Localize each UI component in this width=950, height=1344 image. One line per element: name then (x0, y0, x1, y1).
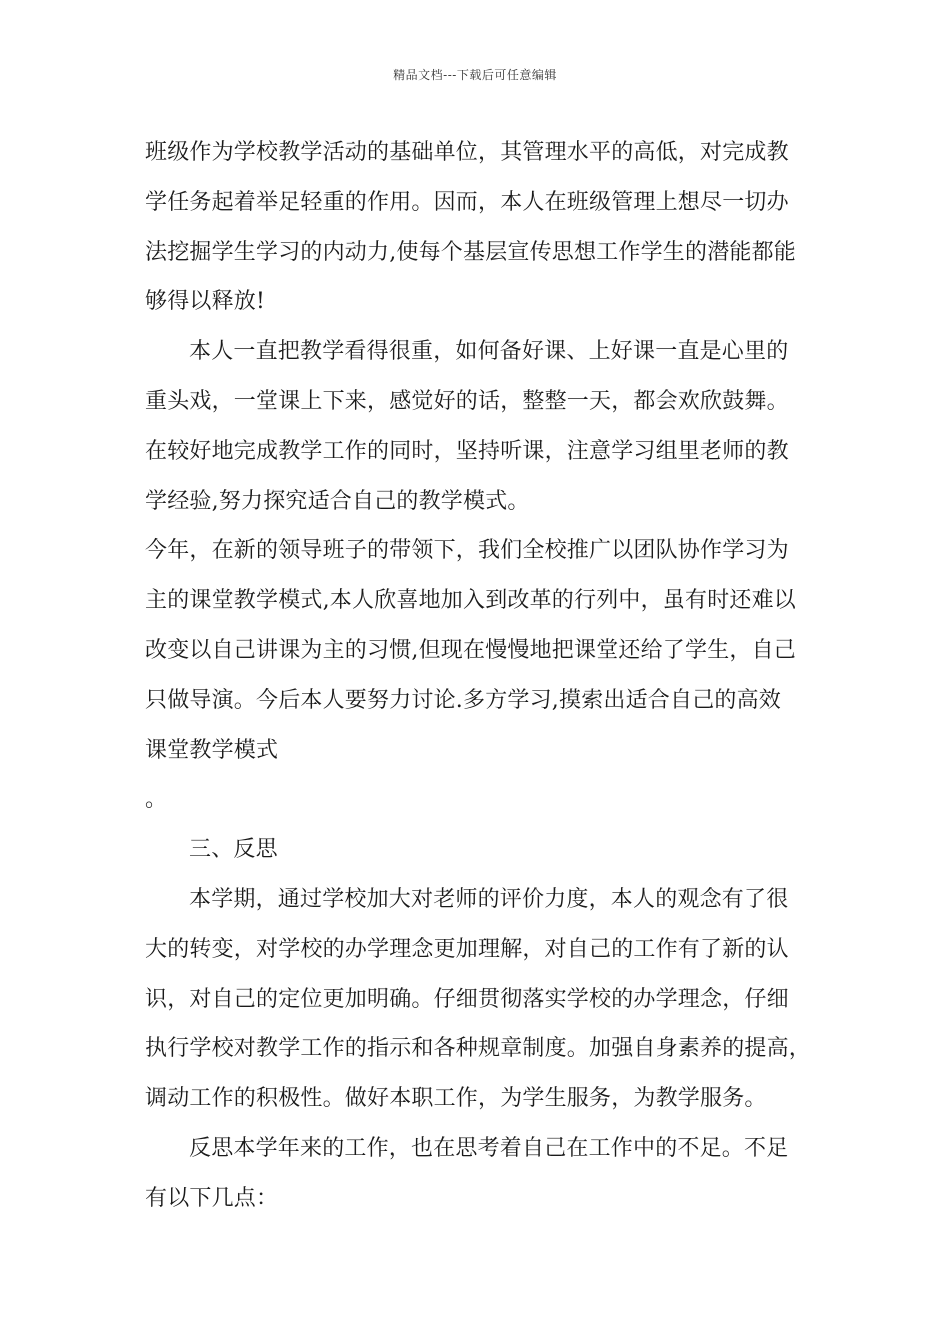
text-line: 学任务起着举足轻重的作用。因而，本人在班级管理上想尽一切办 (145, 189, 789, 215)
text-line: 主的课堂教学模式,本人欣喜地加入到改革的行列中，虽有时还难以 (145, 588, 796, 614)
text-line: 反思本学年来的工作，也在思考着自己在工作中的不足。不足 (189, 1135, 789, 1161)
text-line: 调动工作的积极性。做好本职工作，为学生服务，为教学服务。 (145, 1086, 767, 1112)
text-line: 本学期，通过学校加大对老师的评价力度，本人的观念有了很 (189, 886, 789, 912)
text-line: 执行学校对教学工作的指示和各种规章制度。加强自身素养的提高， (145, 1036, 812, 1062)
text-line: 班级作为学校教学活动的基础单位，其管理水平的高低，对完成教 (145, 140, 789, 165)
text-line: 学经验,努力探究适合自己的教学模式。 (145, 488, 530, 514)
text-line: 本人一直把教学看得很重，如何备好课、上好课一直是心里的 (189, 339, 789, 365)
text-line: 重头戏，一堂课上下来，感觉好的话，整整一天，都会欢欣鼓舞。 (145, 388, 789, 414)
text-line: 够得以释放! (145, 289, 266, 315)
document-body (145, 128, 825, 1224)
text-line: 在较好地完成教学工作的同时，坚持听课，注意学习组里老师的教 (145, 438, 789, 464)
section-heading: 三、反思 (189, 837, 278, 863)
text-line: 课堂教学模式 (145, 737, 279, 763)
text-line: 只做导演。今后本人要努力讨论.多方学习,摸索出适合自己的高效 (145, 687, 781, 713)
text-line: 大的转变，对学校的办学理念更加理解，对自己的工作有了新的认 (145, 936, 789, 962)
text-line: 改变以自己讲课为主的习惯,但现在慢慢地把课堂还给了学生，自己 (145, 637, 796, 663)
text-line: 识，对自己的定位更加明确。仔细贯彻落实学校的办学理念，仔细 (145, 986, 789, 1012)
text-line: 。 (145, 787, 168, 813)
text-line: 今年，在新的领导班子的带领下，我们全校推广以团队协作学习为 (145, 538, 789, 564)
page-header: 精品文档---下载后可任意编辑 (393, 68, 557, 82)
text-line: 有以下几点： (145, 1185, 279, 1211)
text-line: 法挖掘学生学习的内动力,使每个基层宣传思想工作学生的潜能都能 (145, 239, 796, 265)
